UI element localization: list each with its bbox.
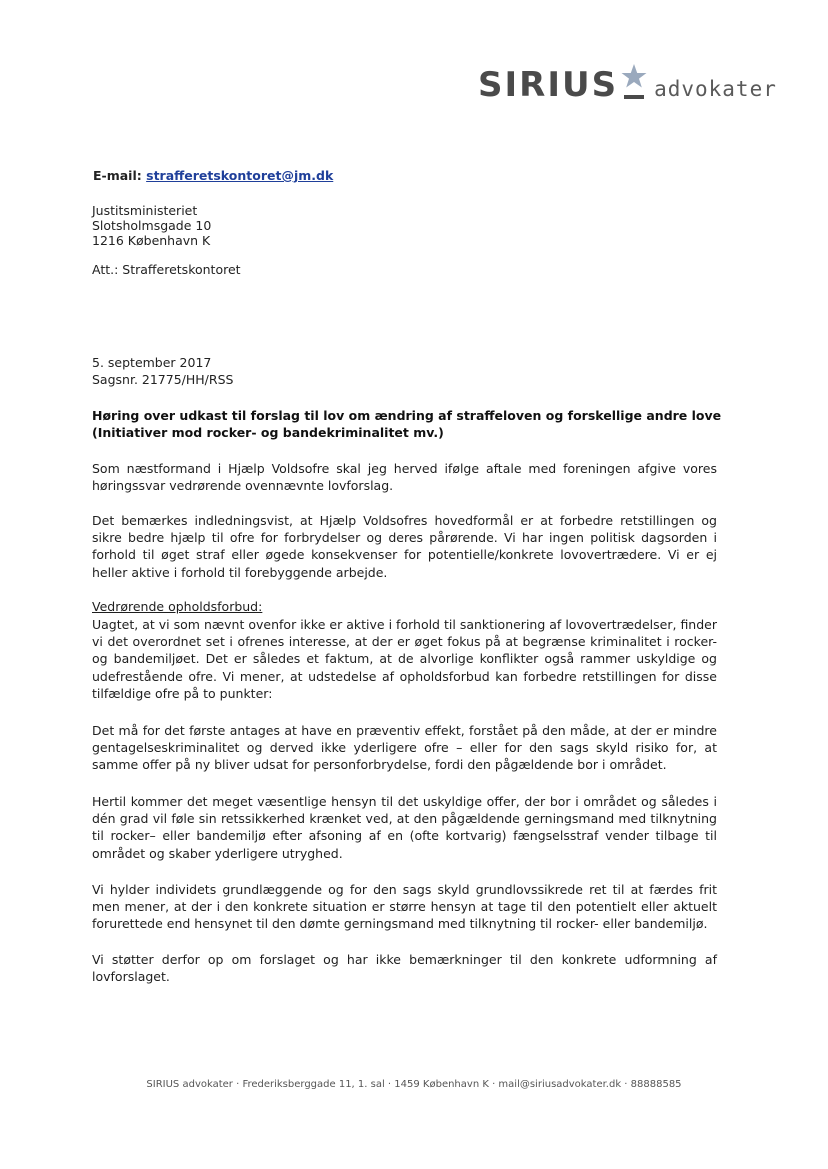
page-footer: SIRIUS advokater · Frederiksberggade 11, 1. sal · 1459 København K · mail@siriusadvokater.dk · 88888585 xyxy=(146,1079,682,1090)
subheading-opholdsforbud: Vedrørende opholdsforbud: xyxy=(92,599,263,614)
paragraph-purpose: Det bemærkes indledningsvist, at Hjælp Voldsofres hovedformål er at forbedre retstillingen og sikre bedre hjælp til ofre for forbrydelser og deres pårørende. Vi har ingen politisk dagsorden i forhold til øget straf eller øgede konsekvenser for potentielle/konkrete lovovertrædere. Vi er ej heller aktive i forhold til forebyggende arbejde. xyxy=(92,513,717,580)
paragraph-intro: Som næstformand i Hjælp Voldsofre skal jeg herved ifølge aftale med foreningen afgive vores høringssvar vedrørende ovennævnte lovforslag. xyxy=(92,461,717,494)
recipient-city: 1216 København K xyxy=(92,233,211,248)
paragraph-opholdsforbud: Uagtet, at vi som nævnt ovenfor ikke er aktive i forhold til sanktionering af lovovertrædelser, finder vi det overordnet set i ofrenes interesse, at der er øget fokus på at begrænse kriminalitet i rocker- og bandemiljøet. Det er således et faktum, at de alvorlige konflikter også rammer uskyldige og udefrestående ofre. Vi mener, at udstedelse af opholdsforbud kan forbedre retstillingen for disse tilfældige ofre på to punkter: xyxy=(92,617,717,701)
email-link[interactable]: strafferetskontoret@jm.dk xyxy=(146,168,334,183)
email-label: E-mail: xyxy=(93,168,142,183)
star-icon xyxy=(620,62,648,102)
letter-title-line-1: Høring over udkast til forslag til lov om ændring af straffeloven og forskellige andre love xyxy=(92,408,722,423)
recipient-name: Justitsministeriet xyxy=(92,203,198,218)
letter-date: 5. september 2017 xyxy=(92,355,212,370)
email-line xyxy=(93,168,333,183)
case-number: Sagsnr. 21775/HH/RSS xyxy=(92,372,234,387)
logo-word: SIRIUS xyxy=(478,65,619,105)
paragraph-preventive: Det må for det første antages at have en præventiv effekt, forstået på den måde, at der er mindre gentagelseskriminalitet og derved ikke yderligere ofre – eller for den sags skyld risiko for, at samme offer på ny bliver udsat for personforbrydelse, fordi den pågældende bor i området. xyxy=(92,723,717,773)
recipient-attention: Att.: Strafferetskontoret xyxy=(92,262,241,277)
paragraph-conclusion: Vi støtter derfor op om forslaget og har ikke bemærkninger til den konkrete udformning af lovforslaget. xyxy=(92,952,717,985)
letter-title-line-2: (Initiativer mod rocker- og bandekriminalitet mv.) xyxy=(92,425,444,440)
sirius-logo xyxy=(478,58,777,105)
recipient-street: Slotsholmsgade 10 xyxy=(92,218,212,233)
paragraph-victim: Hertil kommer det meget væsentlige hensyn til det uskyldige offer, der bor i området og således i dén grad vil føle sin retssikkerhed krænket ved, at den pågældende gerningsmand med tilknytning til rocker– eller bandemiljø efter afsoning af en (ofte kortvarig) fængselsstraf vender tilbage til området og skaber yderligere utryghed. xyxy=(92,794,717,861)
logo-tagline: advokater xyxy=(654,77,777,101)
paragraph-rights: Vi hylder individets grundlæggende og for den sags skyld grundlovssikrede ret til at færdes frit men mener, at der i den konkrete situation er større hensyn at tage til den potentielt eller aktuelt forurettede end hensynet til den dømte gerningsmand med tilknytning til rocker- eller bandemiljø. xyxy=(92,882,717,932)
